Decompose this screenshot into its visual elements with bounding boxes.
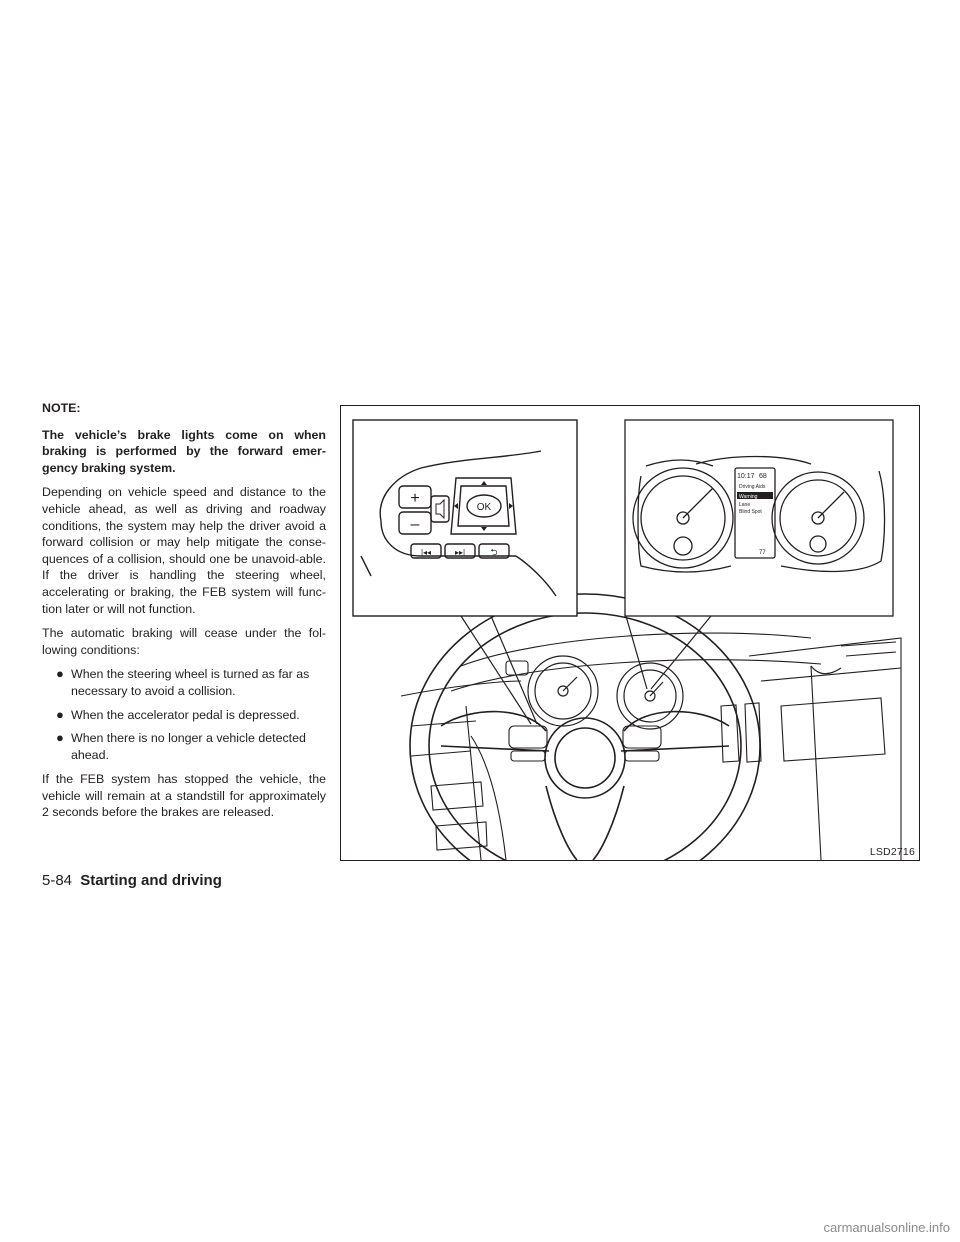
cluster-inset	[625, 420, 893, 616]
display-menu-lane: Lane	[739, 502, 751, 508]
note-body: The vehicle’s brake lights come on when braking is performed by the forward emer-gency braking system.	[42, 427, 326, 475]
paragraph-cease-conditions: The automatic braking will cease under the fol-lowing conditions:	[42, 626, 326, 657]
svg-text:+: +	[410, 490, 420, 507]
display-menu-warning: Warning	[739, 494, 758, 500]
display-temp: 68	[759, 473, 767, 480]
instrument-cluster-small	[528, 656, 683, 729]
bullet-icon: ●	[56, 730, 64, 746]
wheel-switches	[509, 726, 661, 761]
section-title: Starting and driving	[80, 872, 222, 889]
svg-text:|◂◂: |◂◂	[420, 548, 432, 557]
paragraph-standstill: If the FEB system has stopped the vehicle, the vehicle will remain at a standstill for approximately 2 seconds before the brakes are released.	[42, 772, 326, 820]
display-time: 10:17	[737, 473, 755, 480]
bullet-icon: ●	[56, 706, 64, 722]
display-title: Driving Aids	[739, 484, 766, 490]
switch-inset	[353, 420, 577, 616]
dashboard-lines	[401, 633, 901, 860]
display-menu-blind-spot: Blind Spot	[739, 509, 762, 515]
figure-illustration	[341, 406, 919, 860]
bullet-text: When the accelerator pedal is depressed.	[71, 707, 300, 722]
watermark: carmanualsonline.info	[823, 1220, 950, 1235]
bullet-text: When there is no longer a vehicle detected ahead.	[71, 731, 306, 762]
conditions-list	[42, 666, 326, 763]
paragraph-feb-description: Depending on vehicle speed and distance to the vehicle ahead, as well as driving and roadway conditions, the system may help the driver avoid a forward collision or may help mitigate the conse-quences of a collision, should one be unavoid-able. If the driver is handling the steering wheel, accelerating or braking, the FEB system will func-tion later or will not function.	[42, 485, 326, 616]
text-column	[42, 400, 326, 829]
list-item	[42, 730, 326, 763]
bullet-icon: ●	[56, 666, 64, 682]
figure-code: LSD2716	[869, 846, 915, 858]
svg-text:▸▸|: ▸▸|	[454, 548, 466, 557]
steering-wheel	[410, 594, 760, 860]
ok-button-label: OK	[476, 502, 492, 513]
page-footer	[42, 872, 222, 889]
svg-text:–: –	[410, 516, 420, 533]
bullet-text: When the steering wheel is turned as far as necessary to avoid a collision.	[71, 667, 310, 698]
note-label: NOTE:	[42, 401, 81, 415]
steering-wheel-figure	[340, 405, 920, 861]
display-value: 77	[759, 550, 766, 556]
list-item	[42, 707, 326, 724]
list-item	[42, 666, 326, 699]
svg-text:⮌: ⮌	[490, 547, 498, 557]
page-number: 5-84	[42, 872, 73, 889]
